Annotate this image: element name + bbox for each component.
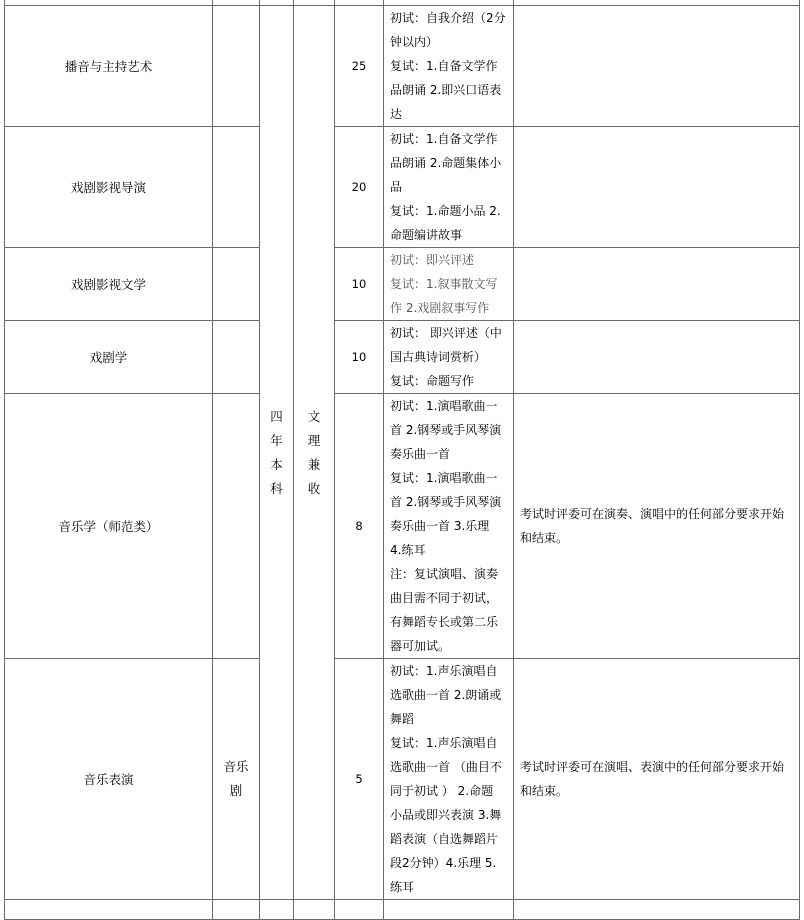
exam-content-line: 首 2.钢琴或手风琴演 [390, 495, 502, 509]
exam-content-line: 达 [390, 107, 403, 121]
exam-content-line: 首 2.钢琴或手风琴演 [390, 423, 502, 437]
duration-cell [260, 6, 294, 900]
note-cell [514, 248, 800, 321]
subject-type-char: 理 [307, 432, 321, 448]
note-line: 考试时评委可在演唱、表演中的任何部分要求开始 [520, 760, 785, 774]
note-cell [514, 321, 800, 394]
exam-content-line: 钟以内） [390, 35, 439, 49]
quota-cell: 20 [335, 127, 384, 248]
exam-content-cell [384, 659, 514, 900]
cell-empty [260, 900, 294, 920]
direction-cell [213, 394, 260, 659]
exam-content-line: 小品或即兴表演 3.舞 [390, 808, 502, 822]
table-row [5, 127, 800, 248]
exam-content-line: 复试：命题写作 [390, 374, 475, 388]
major-name: 音乐学（师范类） [5, 394, 213, 659]
note-line: 考试时评委可在演奏、演唱中的任何部分要求开始 [520, 507, 785, 521]
major-name: 戏剧学 [5, 321, 213, 394]
exam-content-line: 4.练耳 [390, 543, 426, 557]
table-row [5, 659, 800, 900]
exam-content-line: 初试：1.演唱歌曲一 [390, 399, 498, 413]
exam-content-line: 命题编讲故事 [390, 228, 463, 242]
table-row [5, 248, 800, 321]
exam-content-line: 舞蹈 [390, 712, 415, 726]
exam-content-cell [384, 248, 514, 321]
admissions-table [4, 0, 800, 920]
note-line: 和结束。 [520, 784, 569, 798]
major-name: 音乐表演 [5, 659, 213, 900]
note-cell [514, 659, 800, 900]
subject-type-cell [294, 6, 335, 900]
exam-content-cell [384, 127, 514, 248]
exam-content-line: 复试：1.声乐演唱自 [390, 736, 498, 750]
exam-content-line: 作 2.戏剧叙事写作 [390, 301, 490, 315]
quota-cell: 10 [335, 321, 384, 394]
exam-content-line: 复试：1.自备文学作 [390, 59, 498, 73]
exam-content-line: 同于初试 ） 2.命题 [390, 784, 494, 798]
exam-content-line: 复试：1.命题小品 2. [390, 204, 501, 218]
note-cell [514, 394, 800, 659]
subject-type-char: 兼 [307, 456, 321, 472]
cell-empty [384, 900, 514, 920]
table-row [5, 321, 800, 394]
exam-content-cell [384, 394, 514, 659]
note-cell [514, 127, 800, 248]
major-name: 戏剧影视文学 [5, 248, 213, 321]
exam-content-line: 奏乐曲一首 [390, 447, 451, 461]
exam-content-line: 蹈表演（自选舞蹈片 [390, 832, 499, 846]
direction-cell [213, 6, 260, 127]
cell-empty [5, 900, 213, 920]
quota-cell: 10 [335, 248, 384, 321]
major-name: 戏剧影视导演 [5, 127, 213, 248]
exam-content-line: 奏乐曲一首 3.乐理 [390, 519, 490, 533]
exam-content-line: 练耳 [390, 880, 415, 894]
exam-content-line: 复试：1.演唱歌曲一 [390, 471, 498, 485]
cell-empty [514, 900, 800, 920]
duration-char: 四 [270, 408, 283, 424]
exam-content-line: 复试：1.叙事散文写 [390, 277, 498, 291]
cell-empty [294, 900, 335, 920]
note-cell [514, 6, 800, 127]
exam-content-line: 有舞蹈专长或第二乐 [390, 615, 499, 629]
quota-cell: 8 [335, 394, 384, 659]
direction-line: 剧 [229, 783, 243, 798]
direction-cell [213, 321, 260, 394]
exam-content-line: 国古典诗词赏析） [390, 350, 487, 364]
cell-empty [335, 900, 384, 920]
direction-line: 音乐 [223, 759, 249, 774]
subject-type-char: 文 [307, 408, 321, 424]
quota-cell: 5 [335, 659, 384, 900]
table-row [5, 394, 800, 659]
subject-type-char: 收 [307, 480, 321, 496]
exam-content-line: 注：复试演唱、演奏 [390, 567, 499, 581]
direction-cell [213, 659, 260, 900]
exam-content-line: 初试：即兴评述 [390, 253, 475, 267]
exam-content-line: 选歌曲一首 （曲目不 [390, 760, 502, 774]
exam-content-line: 初试：自我介绍（2分 [390, 11, 506, 25]
table-row [5, 6, 800, 127]
direction-cell [213, 248, 260, 321]
exam-content-cell [384, 6, 514, 127]
table-row-partial [5, 900, 800, 920]
exam-content-line: 器可加试。 [390, 639, 451, 653]
exam-content-cell [384, 321, 514, 394]
exam-content-line: 初试：1.自备文学作 [390, 132, 498, 146]
quota-cell: 25 [335, 6, 384, 127]
exam-content-line: 品朗诵 2.即兴口语表 [390, 83, 502, 97]
exam-content-line: 曲目需不同于初试， [390, 591, 499, 605]
exam-content-line: 初试：1.声乐演唱自 [390, 664, 498, 678]
direction-cell [213, 127, 260, 248]
exam-content-line: 段2分钟）4.乐理 5. [390, 856, 497, 870]
exam-content-line: 品 [390, 180, 403, 194]
exam-content-line: 初试： 即兴评述（中 [390, 326, 502, 340]
duration-char: 本 [270, 456, 283, 472]
exam-content-line: 选歌曲一首 2.朗诵或 [390, 688, 502, 702]
cell-empty [213, 900, 260, 920]
duration-char: 年 [270, 432, 283, 448]
major-name: 播音与主持艺术 [5, 6, 213, 127]
duration-char: 科 [270, 480, 283, 496]
exam-content-line: 品朗诵 2.命题集体小 [390, 156, 502, 170]
note-line: 和结束。 [520, 531, 569, 545]
